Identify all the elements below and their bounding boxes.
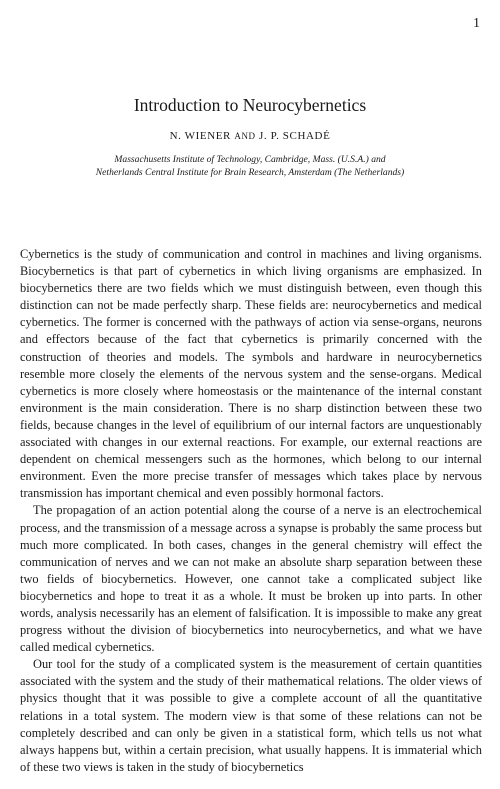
paragraph-2: The propagation of an action potential along the course of a nerve is an electrochemical process, and the transmission of a message across a synapse is probably the same process but much more complicated. In both cases, changes in the general chemistry will effect the communication of nerves and we can not make an absolute sharp separation between these two fields of biocybernetics. However, one cannot take a complicated subject like biocybernetics and hope to treat it as a whole. It must be broken up into parts. In other words, analysis necessarily has an element of falsification. It is impossible to make any great progress without the division of biocybernetics into neurocybernetics, and what we have called medical cybernetics. (20, 503, 482, 655)
page-number: 1 (473, 16, 480, 31)
body-text (20, 246, 482, 776)
author-schade: J. P. SCHADÉ (259, 130, 331, 142)
paper-title: Introduction to Neurocybernetics (133, 95, 367, 115)
paragraph-1: Cybernetics is the study of communication and control in machines and living organisms. Biocybernetics is that part of cybernetics in which living organisms are emphasized. In biocybernetics there are two fields which we must distinguish between, even though this distinction can not be made perfectly sharp. These fields are: neurocybernetics and medical cybernetics. The former is concerned with the pathways of action via sense-organs, neurons and effectors because of the fact that cybernetics is primarily concerned with the construction of theories and models. The symbols and hardware in neurocybernetics resemble more closely the elements of the nervous system and the sense-organs. Medical cybernetics is more closely where homeostasis or the maintenance of the internal constant environment is the main consideration. There is no sharp distinction between these two fields, because changes in the level of equilibrium of our internal factors are unquestionably associated with changes in our external reactions. For example, our external reactions are dependent on chemical messengers such as the hormones, which belong to our internal environment. Even the more precise transfer of messages which takes place by nervous transmission has important chemical and even possibly hormonal factors. (20, 247, 482, 501)
affiliation-line-1: Massachusetts Institute of Technology, Cambridge, Mass. (U.S.A.) and (114, 154, 386, 165)
authors (0, 130, 500, 142)
affiliation (0, 153, 500, 179)
author-conjunction: AND (234, 131, 256, 141)
paragraph-3: Our tool for the study of a complicated system is the measurement of certain quantities associated with the system and the study of their mathematical relations. The older views of physics thought that it was possible to give a complete account of all the quantitative relations in a total system. The modern view is that some of these relations can not be completely described and can only be given in a statistical form, which tells us not what always happens but, within a certain precision, what usually happens. It is immaterial which of these two views is taken in the study of biocybernetics (20, 657, 482, 774)
author-wiener: N. WIENER (169, 130, 231, 142)
affiliation-line-2: Netherlands Central Institute for Brain Research, Amsterdam (The Netherlands) (95, 167, 405, 178)
